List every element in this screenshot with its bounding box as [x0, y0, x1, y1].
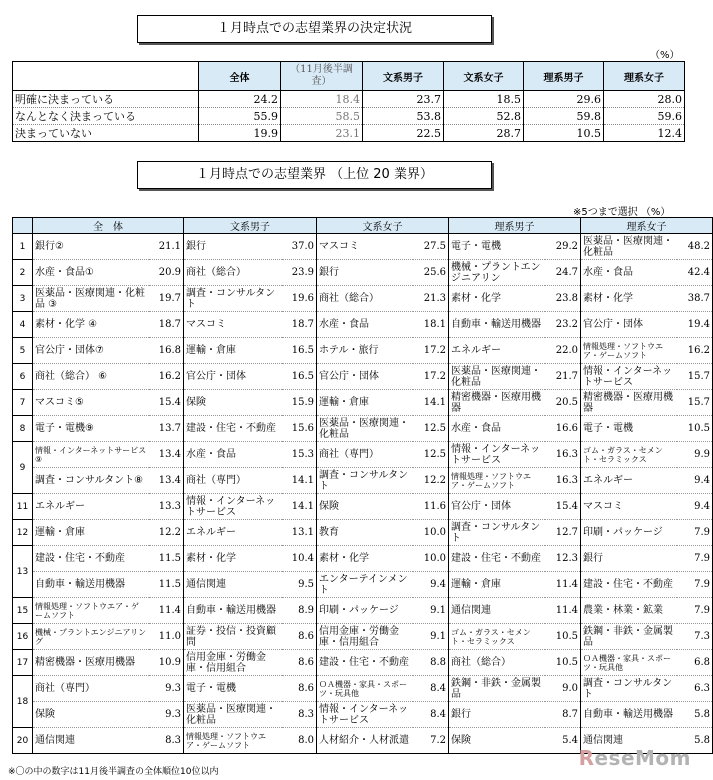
decision-status-table [12, 61, 685, 142]
industry-percent: 14.1 [282, 494, 317, 520]
industry-name: 情報・インターネットサービス [581, 364, 677, 390]
cell-value: 28.7 [444, 125, 524, 142]
industry-name: 素材・化学 [449, 286, 545, 312]
industry-percent: 20.9 [149, 260, 184, 286]
industry-percent: 23.2 [545, 312, 581, 338]
industry-name: 電子・電機 [449, 234, 545, 260]
industry-percent: 17.2 [413, 338, 449, 364]
industry-name: 信用金庫・労働金庫・信用組合 [317, 624, 413, 650]
industry-percent: 11.4 [149, 598, 184, 624]
industry-percent: 19.7 [149, 286, 184, 312]
industry-percent: 21.7 [545, 364, 581, 390]
industry-percent: 18.7 [282, 312, 317, 338]
industry-percent: 15.4 [149, 390, 184, 416]
rank-number: 15 [13, 598, 33, 624]
ranking-row [13, 390, 713, 416]
industry-name: 運輸・倉庫 [317, 390, 413, 416]
ranking-row [13, 494, 713, 520]
ranking-row [13, 364, 713, 390]
industry-name: ＯＡ機器・家具・スポーツ・玩具他 [581, 650, 677, 676]
cell-value: 22.5 [363, 125, 444, 142]
industry-name: ゴム・ガラス・セメント・セラミックス [581, 442, 677, 468]
column-header: 全体 [199, 62, 281, 91]
industry-percent: 12.5 [413, 416, 449, 442]
industry-name: 保険 [33, 702, 149, 728]
industry-percent: 23.8 [545, 286, 581, 312]
rank-number: 6 [13, 364, 33, 390]
title-top20-industries: １月時点での志望業界 （上位 20 業界） [137, 161, 492, 189]
industry-name: 水産・食品 [317, 312, 413, 338]
industry-name: 商社（専門） [184, 468, 282, 494]
industry-name: 鉄鋼・非鉄・金属製品 [449, 676, 545, 702]
cell-value: 18.5 [444, 91, 524, 108]
rank-number: 9 [13, 442, 33, 494]
industry-name: 調査・コンサルタント [184, 286, 282, 312]
industry-percent: 8.9 [282, 598, 317, 624]
ranking-row [13, 520, 713, 546]
industry-percent: 15.9 [282, 390, 317, 416]
column-header: 理系男子 [524, 62, 604, 91]
industry-percent: 8.6 [282, 676, 317, 702]
industry-percent: 10.9 [149, 650, 184, 676]
industry-percent: 15.7 [677, 364, 713, 390]
industry-percent: 16.2 [677, 338, 713, 364]
industry-name: 情報処理・ソフトウエア・ゲームソフト [449, 468, 545, 494]
industry-name: 電子・電機⑨ [33, 416, 149, 442]
industry-percent: 15.6 [282, 416, 317, 442]
industry-percent: 15.3 [282, 442, 317, 468]
industry-name: 情報処理・ソフトウエア・ゲームソフト [184, 728, 282, 754]
rank-number: 17 [13, 650, 33, 676]
industry-percent: 8.4 [413, 676, 449, 702]
industry-name: ＯＡ機器・家具・スポーツ・玩具他 [317, 676, 413, 702]
industry-percent: 48.2 [677, 234, 713, 260]
industry-percent: 16.5 [282, 338, 317, 364]
industry-name: 通信関連 [581, 728, 677, 754]
industry-name: 医薬品・医療関連・化粧品 ③ [33, 286, 149, 312]
cell-value: 23.7 [363, 91, 444, 108]
ranking-row [13, 338, 713, 364]
industry-percent: 8.3 [149, 728, 184, 754]
industry-name: 機械・プラントエンジニアリング [33, 624, 149, 650]
industry-percent: 9.9 [677, 442, 713, 468]
industry-name: 機械・プラントエンジニアリン [449, 260, 545, 286]
industry-percent: 29.2 [545, 234, 581, 260]
industry-name: 素材・化学 [317, 546, 413, 572]
cell-value: 59.6 [604, 108, 685, 125]
industry-name: 通信関連 [33, 728, 149, 754]
industry-percent: 22.0 [545, 338, 581, 364]
industry-percent: 8.0 [282, 728, 317, 754]
industry-percent: 12.3 [545, 546, 581, 572]
industry-percent: 37.0 [282, 234, 317, 260]
industry-name: エンターテインメント [317, 572, 413, 598]
industry-percent: 13.1 [282, 520, 317, 546]
industry-name: 建設・住宅・不動産 [184, 416, 282, 442]
unit-label-2: ※5つまで選択 （%） [573, 207, 671, 218]
cell-value: 28.0 [604, 91, 685, 108]
industry-name: 素材・化学 ④ [33, 312, 149, 338]
industry-percent: 21.3 [413, 286, 449, 312]
industry-name: エネルギー [581, 468, 677, 494]
rank-number: 2 [13, 260, 33, 286]
industry-percent: 15.4 [545, 494, 581, 520]
industry-name: エネルギー [449, 338, 545, 364]
industry-name: 精密機器・医療用機器 [449, 390, 545, 416]
industry-name: 情報・インターネットサービス ⑨ [33, 442, 149, 468]
industry-name: 官公庁・団体 [581, 312, 677, 338]
industry-name: 商社（総合） [317, 286, 413, 312]
ranking-row [13, 650, 713, 676]
industry-percent: 9.5 [282, 572, 317, 598]
rank-number: 18 [13, 676, 33, 728]
industry-percent: 17.2 [413, 364, 449, 390]
row-label: 決まっていない [13, 125, 199, 142]
ranking-row [13, 702, 713, 728]
industry-percent: 16.8 [149, 338, 184, 364]
title-decision-status: １月時点での志望業界の決定状況 [137, 15, 492, 43]
industry-name: 水産・食品 [449, 416, 545, 442]
industry-percent: 14.1 [413, 390, 449, 416]
industry-name: 精密機器・医療用機器 [581, 390, 677, 416]
industry-percent: 27.5 [413, 234, 449, 260]
industry-percent: 10.5 [677, 416, 713, 442]
ranking-row [13, 234, 713, 260]
industry-percent: 7.9 [677, 520, 713, 546]
industry-name: 建設・住宅・不動産 [33, 546, 149, 572]
rank-number: 4 [13, 312, 33, 338]
rank-number: 12 [13, 520, 33, 546]
industry-name: 情報・インターネットサービス [317, 702, 413, 728]
industry-percent: 5.8 [677, 702, 713, 728]
ranking-row [13, 468, 713, 494]
industry-percent: 13.7 [149, 416, 184, 442]
industry-percent: 8.6 [282, 624, 317, 650]
industry-percent: 7.2 [413, 728, 449, 754]
industry-percent: 13.4 [149, 468, 184, 494]
industry-name: 医薬品・医療関連・化粧品 [581, 234, 677, 260]
cell-value: 58.5 [281, 108, 363, 125]
industry-name: 運輸・倉庫 [33, 520, 149, 546]
industry-percent: 9.4 [677, 468, 713, 494]
industry-name: 電子・電機 [184, 676, 282, 702]
industry-percent: 9.4 [677, 494, 713, 520]
ranking-row [13, 312, 713, 338]
table-row [13, 125, 685, 142]
industry-name: 自動車・輸送用機器 [581, 702, 677, 728]
industry-name: 官公庁・団体⑦ [33, 338, 149, 364]
industry-percent: 11.4 [545, 598, 581, 624]
rank-number: 5 [13, 338, 33, 364]
industry-name: 自動車・輸送用機器 [184, 598, 282, 624]
industry-name: 医薬品・医療関連・化粧品 [317, 416, 413, 442]
industry-percent: 7.3 [677, 624, 713, 650]
industry-name: 保険 [184, 390, 282, 416]
industry-name: 情報処理・ソフトウエア・ゲームソフト [581, 338, 677, 364]
rank-number: 8 [13, 416, 33, 442]
industry-name: 商社（総合） ⑥ [33, 364, 149, 390]
cell-value: 18.4 [281, 91, 363, 108]
industry-percent: 10.0 [413, 520, 449, 546]
rank-number: 7 [13, 390, 33, 416]
industry-name: 精密機器・医療用機器 [33, 650, 149, 676]
industry-percent: 11.0 [149, 624, 184, 650]
column-header: 理系女子 [604, 62, 685, 91]
industry-percent: 14.1 [282, 468, 317, 494]
industry-percent: 11.6 [413, 494, 449, 520]
industry-name: 印刷・パッケージ [581, 520, 677, 546]
industry-percent: 11.4 [545, 572, 581, 598]
industry-name: 商社（専門） [317, 442, 413, 468]
group-header: 全 体 [33, 218, 184, 234]
industry-percent: 24.7 [545, 260, 581, 286]
industry-name: 素材・化学 [184, 546, 282, 572]
industry-percent: 15.7 [677, 390, 713, 416]
industry-percent: 9.4 [413, 572, 449, 598]
industry-name: 銀行 [581, 546, 677, 572]
cell-value: 29.6 [524, 91, 604, 108]
industry-percent: 9.3 [149, 676, 184, 702]
industry-percent: 12.2 [413, 468, 449, 494]
industry-name: 商社（総合） [449, 650, 545, 676]
industry-percent: 7.9 [677, 598, 713, 624]
industry-percent: 16.5 [282, 364, 317, 390]
industry-percent: 10.4 [282, 546, 317, 572]
industry-percent: 16.3 [545, 442, 581, 468]
industry-name: 調査・コンサルタント⑧ [33, 468, 149, 494]
industry-percent: 8.4 [413, 702, 449, 728]
industry-name: 素材・化学 [581, 286, 677, 312]
cell-value: 55.9 [199, 108, 281, 125]
industry-name: 農業・林業・鉱業 [581, 598, 677, 624]
industry-name: 人材紹介・人材派遣 [317, 728, 413, 754]
industry-percent: 18.7 [149, 312, 184, 338]
industry-percent: 13.4 [149, 442, 184, 468]
industry-name: 証券・投信・投資顧問 [184, 624, 282, 650]
industry-name: 調査・コンサルタント [449, 520, 545, 546]
industry-name: 情報処理・ソフトウエア・ゲームソフト [33, 598, 149, 624]
industry-name: 教育 [317, 520, 413, 546]
industry-name: 銀行 [184, 234, 282, 260]
industry-name: 商社（総合） [184, 260, 282, 286]
industry-percent: 16.3 [545, 468, 581, 494]
industry-percent: 9.1 [413, 624, 449, 650]
ranking-row [13, 442, 713, 468]
industry-name: マスコミ⑤ [33, 390, 149, 416]
industry-percent: 20.5 [545, 390, 581, 416]
group-header: 理系男子 [449, 218, 581, 234]
cell-value: 52.8 [444, 108, 524, 125]
industry-name: ホテル・旅行 [317, 338, 413, 364]
industry-percent: 5.4 [545, 728, 581, 754]
rank-header [13, 218, 33, 234]
industry-name: 運輸・倉庫 [449, 572, 545, 598]
ranking-row [13, 624, 713, 650]
industry-name: マスコミ [317, 234, 413, 260]
cell-value: 24.2 [199, 91, 281, 108]
industry-name: 通信関連 [184, 572, 282, 598]
footnote: ※〇の中の数字は11月後半調査の全体順位10位以内 [8, 767, 219, 777]
industry-name: 商社（専門） [33, 676, 149, 702]
industry-name: 情報・インターネットサービス [184, 494, 282, 520]
cell-value: 12.4 [604, 125, 685, 142]
industry-name: エネルギー [33, 494, 149, 520]
table-row [13, 91, 685, 108]
industry-percent: 13.3 [149, 494, 184, 520]
industry-percent: 12.2 [149, 520, 184, 546]
cell-value: 53.8 [363, 108, 444, 125]
industry-name: 鉄鋼・非鉄・金属製品 [581, 624, 677, 650]
industry-name: 通信関連 [449, 598, 545, 624]
industry-name: 印刷・パッケージ [317, 598, 413, 624]
industry-percent: 16.2 [149, 364, 184, 390]
group-header: 文系男子 [184, 218, 317, 234]
industry-percent: 7.9 [677, 546, 713, 572]
industry-percent: 10.5 [545, 624, 581, 650]
ranking-row [13, 286, 713, 312]
industry-name: 自動車・輸送用機器 [449, 312, 545, 338]
industry-name: 信用金庫・労働金庫・信用組合 [184, 650, 282, 676]
unit-label-1: （%） [650, 50, 680, 61]
industry-percent: 10.0 [413, 546, 449, 572]
column-header: 文系男子 [363, 62, 444, 91]
industry-name: 医薬品・医療関連・化粧品 [184, 702, 282, 728]
cell-value: 23.1 [281, 125, 363, 142]
cell-value: 19.9 [199, 125, 281, 142]
industry-percent: 8.7 [545, 702, 581, 728]
industry-name: 銀行 [449, 702, 545, 728]
industry-percent: 9.1 [413, 598, 449, 624]
industry-name: 官公庁・団体 [449, 494, 545, 520]
rank-number: 20 [13, 728, 33, 754]
industry-percent: 23.9 [282, 260, 317, 286]
industry-name: 保険 [449, 728, 545, 754]
industry-percent: 42.4 [677, 260, 713, 286]
industry-percent: 9.3 [149, 702, 184, 728]
industry-name: マスコミ [184, 312, 282, 338]
industry-percent: 5.8 [677, 728, 713, 754]
group-header: 文系女子 [317, 218, 449, 234]
industry-name: 銀行② [33, 234, 149, 260]
industry-name: マスコミ [581, 494, 677, 520]
industry-name: 運輸・倉庫 [184, 338, 282, 364]
industry-name: 官公庁・団体 [317, 364, 413, 390]
ranking-row [13, 416, 713, 442]
column-header: （11月後半調査） [281, 62, 363, 91]
industry-percent: 21.1 [149, 234, 184, 260]
row-label: なんとなく決まっている [13, 108, 199, 125]
industry-name: 水産・食品① [33, 260, 149, 286]
industry-name: 調査・コンサルタント [581, 676, 677, 702]
industry-name: 建設・住宅・不動産 [581, 572, 677, 598]
industry-name: 調査・コンサルタント [317, 468, 413, 494]
industry-percent: 8.6 [282, 650, 317, 676]
industry-name: 建設・住宅・不動産 [449, 546, 545, 572]
industry-name: 官公庁・団体 [184, 364, 282, 390]
industry-name: 自動車・輸送用機器 [33, 572, 149, 598]
ranking-row [13, 260, 713, 286]
industry-percent: 11.5 [149, 572, 184, 598]
industry-percent: 38.7 [677, 286, 713, 312]
industry-name: ゴム・ガラス・セメント・セラミックス [449, 624, 545, 650]
industry-name: 銀行 [317, 260, 413, 286]
industry-percent: 19.6 [282, 286, 317, 312]
industry-percent: 6.8 [677, 650, 713, 676]
industry-percent: 11.5 [149, 546, 184, 572]
industry-percent: 16.6 [545, 416, 581, 442]
cell-value: 59.8 [524, 108, 604, 125]
top20-industries-table [12, 217, 713, 754]
industry-percent: 12.5 [413, 442, 449, 468]
rank-number: 3 [13, 286, 33, 312]
industry-percent: 8.8 [413, 650, 449, 676]
ranking-row [13, 676, 713, 702]
industry-name: 水産・食品 [581, 260, 677, 286]
rank-number: 16 [13, 624, 33, 650]
ranking-row [13, 598, 713, 624]
industry-percent: 8.3 [282, 702, 317, 728]
industry-name: 電子・電機 [581, 416, 677, 442]
rank-number: 13 [13, 546, 33, 598]
industry-name: エネルギー [184, 520, 282, 546]
table-row [13, 108, 685, 125]
rank-number: 1 [13, 234, 33, 260]
industry-name: 建設・住宅・不動産 [317, 650, 413, 676]
industry-percent: 9.0 [545, 676, 581, 702]
ranking-row [13, 546, 713, 572]
industry-percent: 10.5 [545, 650, 581, 676]
column-header: 文系女子 [444, 62, 524, 91]
industry-percent: 12.7 [545, 520, 581, 546]
row-label: 明確に決まっている [13, 91, 199, 108]
cell-value: 10.5 [524, 125, 604, 142]
industry-name: 医薬品・医療関連・化粧品 [449, 364, 545, 390]
industry-percent: 25.6 [413, 260, 449, 286]
ranking-row [13, 572, 713, 598]
group-header: 理系女子 [581, 218, 713, 234]
industry-name: 水産・食品 [184, 442, 282, 468]
resemom-logo: ReseMom [578, 746, 691, 770]
industry-name: 情報・インターネットサービス [449, 442, 545, 468]
rank-number: 11 [13, 494, 33, 520]
industry-percent: 7.9 [677, 572, 713, 598]
industry-name: 保険 [317, 494, 413, 520]
industry-percent: 18.1 [413, 312, 449, 338]
industry-percent: 19.4 [677, 312, 713, 338]
industry-percent: 6.3 [677, 676, 713, 702]
header-blank [13, 62, 199, 91]
